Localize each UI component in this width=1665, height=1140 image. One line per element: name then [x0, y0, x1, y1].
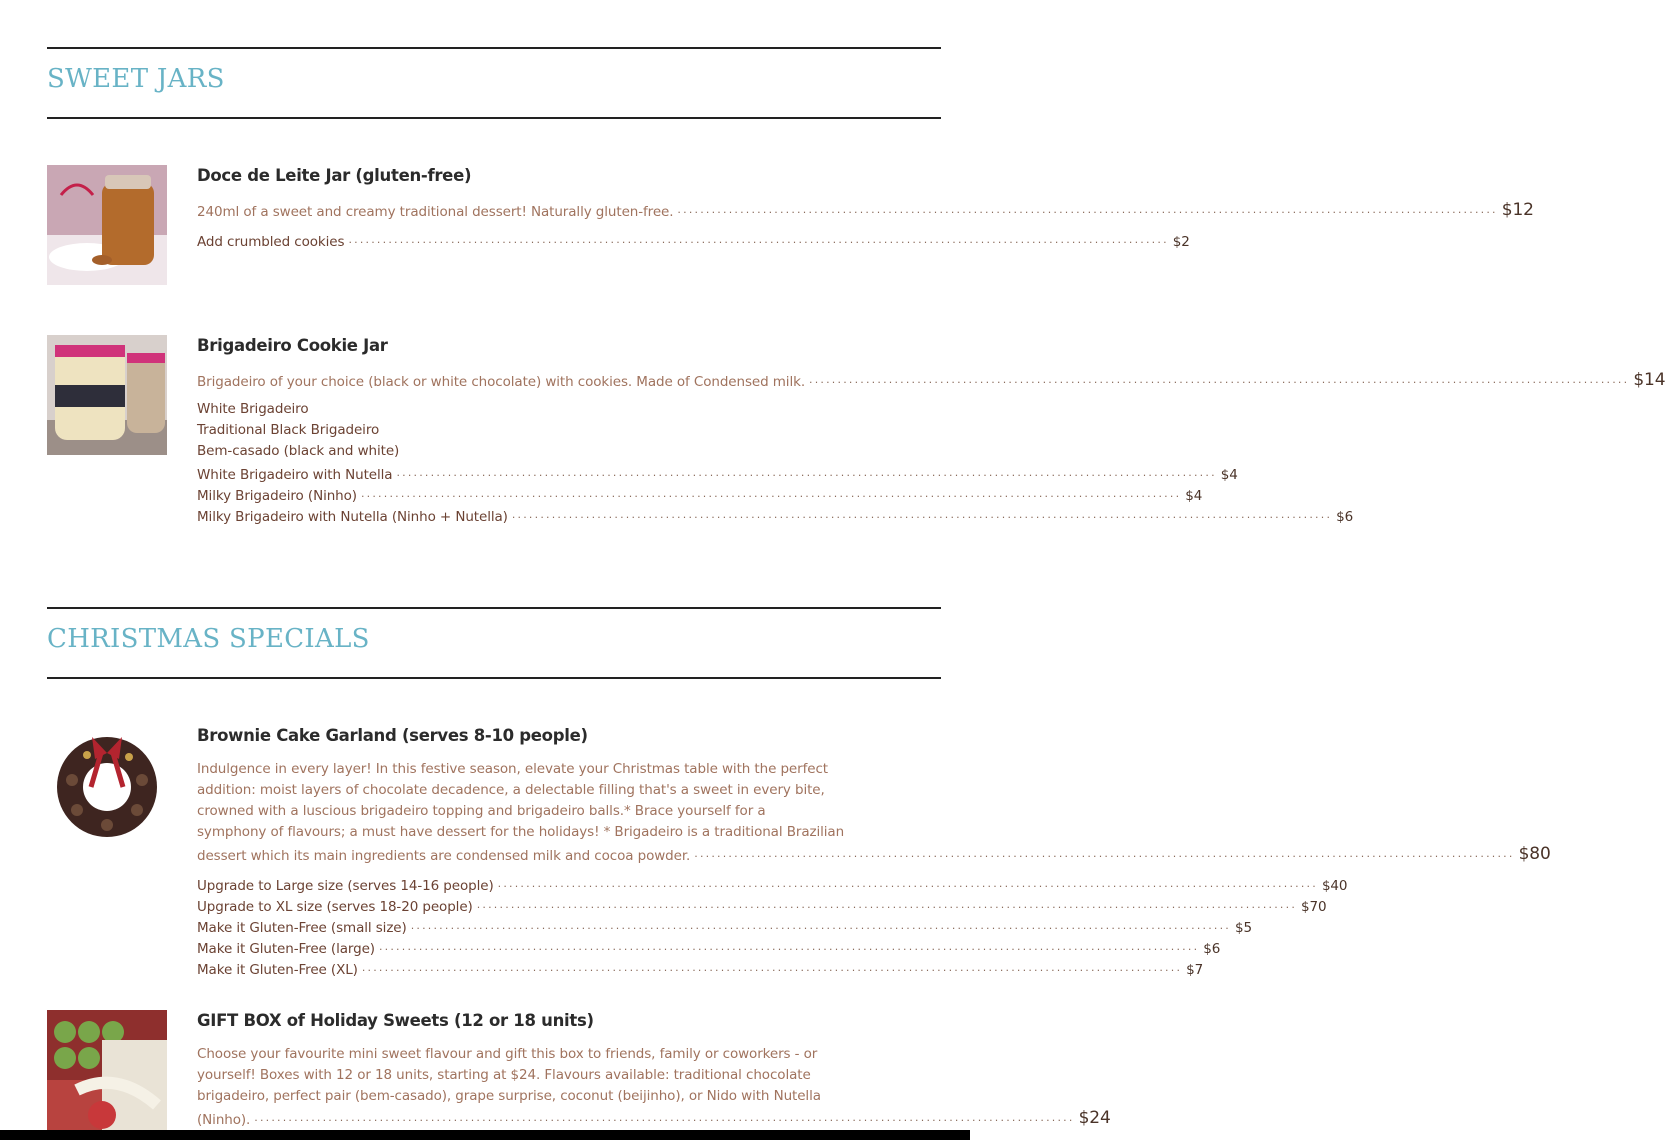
option-label: Make it Gluten-Free (XL): [197, 962, 358, 978]
item-description: Brigadeiro of your choice (black or white chocolate) with cookies. Made of Condensed milk.: [197, 374, 806, 390]
option-price: $40: [1321, 878, 1348, 894]
item-price: $12: [1501, 200, 1534, 220]
item-description-line: addition: moist layers of chocolate decadence, a delectable filling that's a sweet in every bite,: [197, 782, 825, 798]
item-description: 240ml of a sweet and creamy traditional dessert! Naturally gluten-free.: [197, 204, 674, 220]
dot-leader: ................................................................................................................................................: [348, 233, 1169, 246]
dot-leader: ................................................................................................................................................: [360, 487, 1182, 500]
item-description-row: [197, 843, 1551, 864]
option-label: Add crumbled cookies: [197, 234, 345, 250]
option-label: Upgrade to XL size (serves 18-20 people): [197, 899, 473, 915]
item-description-line: dessert which its main ingredients are condensed milk and cocoa powder.: [197, 848, 691, 864]
dot-leader: ................................................................................................................................................: [497, 877, 1318, 890]
section-bottom-rule: [47, 117, 941, 119]
option-row[interactable]: [197, 894, 1327, 915]
dot-leader: ................................................................................................................................................: [694, 847, 1515, 860]
item-description-line: Choose your favourite mini sweet flavour and gift this box to friends, family or coworkers - or: [197, 1046, 818, 1062]
option-price: $4: [1220, 467, 1238, 483]
option-row[interactable]: [197, 915, 1252, 936]
option-price: $6: [1203, 941, 1221, 957]
item-name-brownie-cake-garland[interactable]: Brownie Cake Garland (serves 8-10 people): [197, 726, 588, 745]
flavour-option[interactable]: Bem-casado (black and white): [197, 443, 400, 459]
dot-leader: ................................................................................................................................................: [396, 466, 1217, 479]
option-row[interactable]: [197, 483, 1203, 504]
option-price: $4: [1185, 488, 1203, 504]
dot-leader: ................................................................................................................................................: [410, 919, 1231, 932]
option-row[interactable]: [197, 462, 1238, 483]
option-price: $7: [1186, 962, 1204, 978]
section-title-sweet-jars: SWEET JARS: [47, 64, 225, 94]
section-title-christmas-specials: CHRISTMAS SPECIALS: [47, 624, 370, 654]
item-description-row: [197, 199, 1534, 220]
option-label: Make it Gluten-Free (small size): [197, 920, 407, 936]
item-description-line: crowned with a luscious brigadeiro topping and brigadeiro balls.* Brace yourself for a: [197, 803, 766, 819]
item-description-line: symphony of flavours; a must have dessert for the holidays! * Brigadeiro is a traditional Brazilian: [197, 824, 845, 840]
item-name-doce-de-leite[interactable]: Doce de Leite Jar (gluten-free): [197, 166, 472, 185]
option-row[interactable]: [197, 504, 1354, 525]
option-row[interactable]: [197, 957, 1204, 978]
brownie-cake-garland-photo[interactable]: [47, 725, 167, 845]
option-price: $2: [1172, 234, 1190, 250]
item-name-gift-box[interactable]: GIFT BOX of Holiday Sweets (12 or 18 units): [197, 1011, 594, 1030]
option-label: White Brigadeiro with Nutella: [197, 467, 393, 483]
option-label: Milky Brigadeiro (Ninho): [197, 488, 357, 504]
dot-leader: ................................................................................................................................................: [809, 373, 1630, 386]
dot-leader: ................................................................................................................................................: [476, 898, 1298, 911]
option-label: Upgrade to Large size (serves 14-16 people): [197, 878, 494, 894]
flavour-option[interactable]: Traditional Black Brigadeiro: [197, 422, 380, 438]
item-description-line: yourself! Boxes with 12 or 18 units, starting at $24. Flavours available: traditional chocolate: [197, 1067, 811, 1083]
option-price: $6: [1336, 509, 1354, 525]
option-row[interactable]: [197, 229, 1190, 250]
item-description-line: Indulgence in every layer! In this festive season, elevate your Christmas table with the perfect: [197, 761, 828, 777]
section-top-rule: [47, 607, 941, 609]
option-label: Make it Gluten-Free (large): [197, 941, 375, 957]
item-price: $24: [1078, 1108, 1111, 1128]
option-row[interactable]: [197, 936, 1221, 957]
item-description-row: [197, 369, 1665, 390]
bottom-edge-bar: [0, 1130, 970, 1140]
gift-box-photo[interactable]: [47, 1010, 167, 1130]
option-price: $70: [1301, 899, 1327, 915]
doce-de-leite-jar-photo[interactable]: [47, 165, 167, 285]
dot-leader: ................................................................................................................................................: [677, 203, 1498, 216]
dot-leader: ................................................................................................................................................: [378, 940, 1200, 953]
dot-leader: ................................................................................................................................................: [254, 1111, 1075, 1124]
option-price: $5: [1235, 920, 1252, 936]
option-label: Milky Brigadeiro with Nutella (Ninho + Nutella): [197, 509, 508, 525]
section-bottom-rule: [47, 677, 941, 679]
brigadeiro-cookie-jar-photo[interactable]: [47, 335, 167, 455]
item-description-line: (Ninho).: [197, 1112, 251, 1128]
flavour-option[interactable]: White Brigadeiro: [197, 401, 309, 417]
dot-leader: ................................................................................................................................................: [511, 508, 1333, 521]
item-name-brigadeiro-cookie-jar[interactable]: Brigadeiro Cookie Jar: [197, 336, 388, 355]
item-price: $14: [1633, 370, 1665, 390]
section-top-rule: [47, 47, 941, 49]
item-description-row: [197, 1107, 1111, 1128]
item-description-line: brigadeiro, perfect pair (bem-casado), grape surprise, coconut (beijinho), or Nido with Nutella: [197, 1088, 821, 1104]
option-row[interactable]: [197, 873, 1348, 894]
item-price: $80: [1518, 844, 1551, 864]
dot-leader: ................................................................................................................................................: [361, 961, 1183, 974]
